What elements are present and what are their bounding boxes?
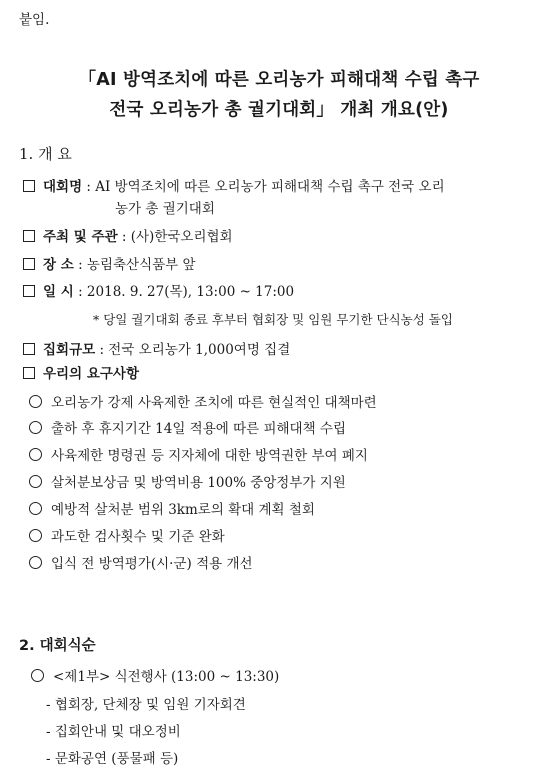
demand-item: 오리농가 강제 사육제한 조치에 따른 현실적인 대책마련	[29, 391, 377, 411]
document-title-line1: 「AI 방역조치에 따른 오리농가 피해대책 수립 촉구	[78, 70, 480, 90]
demand-item: 살처분보상금 및 방역비용 100% 중앙정부가 지원	[29, 471, 346, 491]
circle-bullet-icon	[29, 475, 42, 488]
attachment-label: 붙임.	[19, 12, 50, 28]
checkbox-icon	[23, 180, 35, 192]
demands-heading	[23, 362, 139, 382]
demand-item: 사육제한 명령권 등 지자체에 대한 방역권한 부여 폐지	[29, 444, 368, 464]
document-title-line2: 전국 오리농가 총 궐기대회」 개최 개요(안)	[109, 100, 449, 120]
overview-item-place	[23, 253, 196, 273]
circle-bullet-icon	[29, 529, 42, 542]
checkbox-icon	[23, 285, 35, 297]
demand-item: 예방적 살처분 범위 3km로의 확대 계획 철회	[29, 498, 315, 518]
circle-bullet-icon	[29, 448, 42, 461]
overview-item-datetime	[23, 280, 294, 300]
circle-bullet-icon	[29, 502, 42, 515]
section2-heading: 2. 대회식순	[19, 638, 96, 654]
checkbox-icon	[23, 343, 35, 355]
circle-bullet-icon	[31, 669, 44, 682]
item-value: : 2018. 9. 27(목), 13:00 ~ 17:00	[73, 284, 295, 300]
program-part1: <제1부> 식전행사 (13:00 ~ 13:30)	[31, 665, 279, 685]
checkbox-icon	[23, 367, 35, 379]
program-subitem: - 협회장, 단체장 및 임원 기자회견	[46, 697, 246, 713]
circle-bullet-icon	[29, 556, 42, 569]
circle-bullet-icon	[29, 395, 42, 408]
checkbox-icon	[23, 258, 35, 270]
checkbox-icon	[23, 230, 35, 242]
demand-item: 출하 후 휴지기간 14일 적용에 따른 피해대책 수립	[29, 417, 346, 437]
item-key: 집회규모	[43, 342, 96, 358]
item-key: 주최 및 주관	[43, 229, 118, 245]
program-subitem: - 문화공연 (풍물패 등)	[46, 751, 179, 767]
item-value: : AI 방역조치에 따른 오리농가 피해대책 수립 촉구 전국 오리	[82, 179, 445, 195]
item-value: : 농림축산식품부 앞	[73, 257, 196, 273]
demands-heading-label: 우리의 요구사항	[43, 366, 139, 382]
item-key: 장 소	[43, 257, 74, 273]
item-key: 대회명	[43, 179, 83, 195]
section1-heading: 1. 개 요	[19, 145, 72, 163]
item-value: : (사)한국오리협회	[117, 229, 233, 245]
overview-item-scale	[23, 338, 290, 358]
footnote: * 당일 궐기대회 종료 후부터 협회장 및 임원 무기한 단식농성 돌입	[93, 312, 453, 327]
demand-item: 입식 전 방역평가(시·군) 적용 개선	[29, 552, 253, 572]
program-subitem: - 집회안내 및 대오정비	[46, 724, 181, 740]
item-value: : 전국 오리농가 1,000여명 집결	[95, 342, 291, 358]
overview-item-event-name-cont: 농가 총 궐기대회	[115, 201, 215, 217]
circle-bullet-icon	[29, 421, 42, 434]
demand-item: 과도한 검사횟수 및 기준 완화	[29, 525, 225, 545]
overview-item-host	[23, 225, 233, 245]
overview-item-event-name	[23, 175, 445, 195]
item-key: 일 시	[43, 284, 74, 300]
